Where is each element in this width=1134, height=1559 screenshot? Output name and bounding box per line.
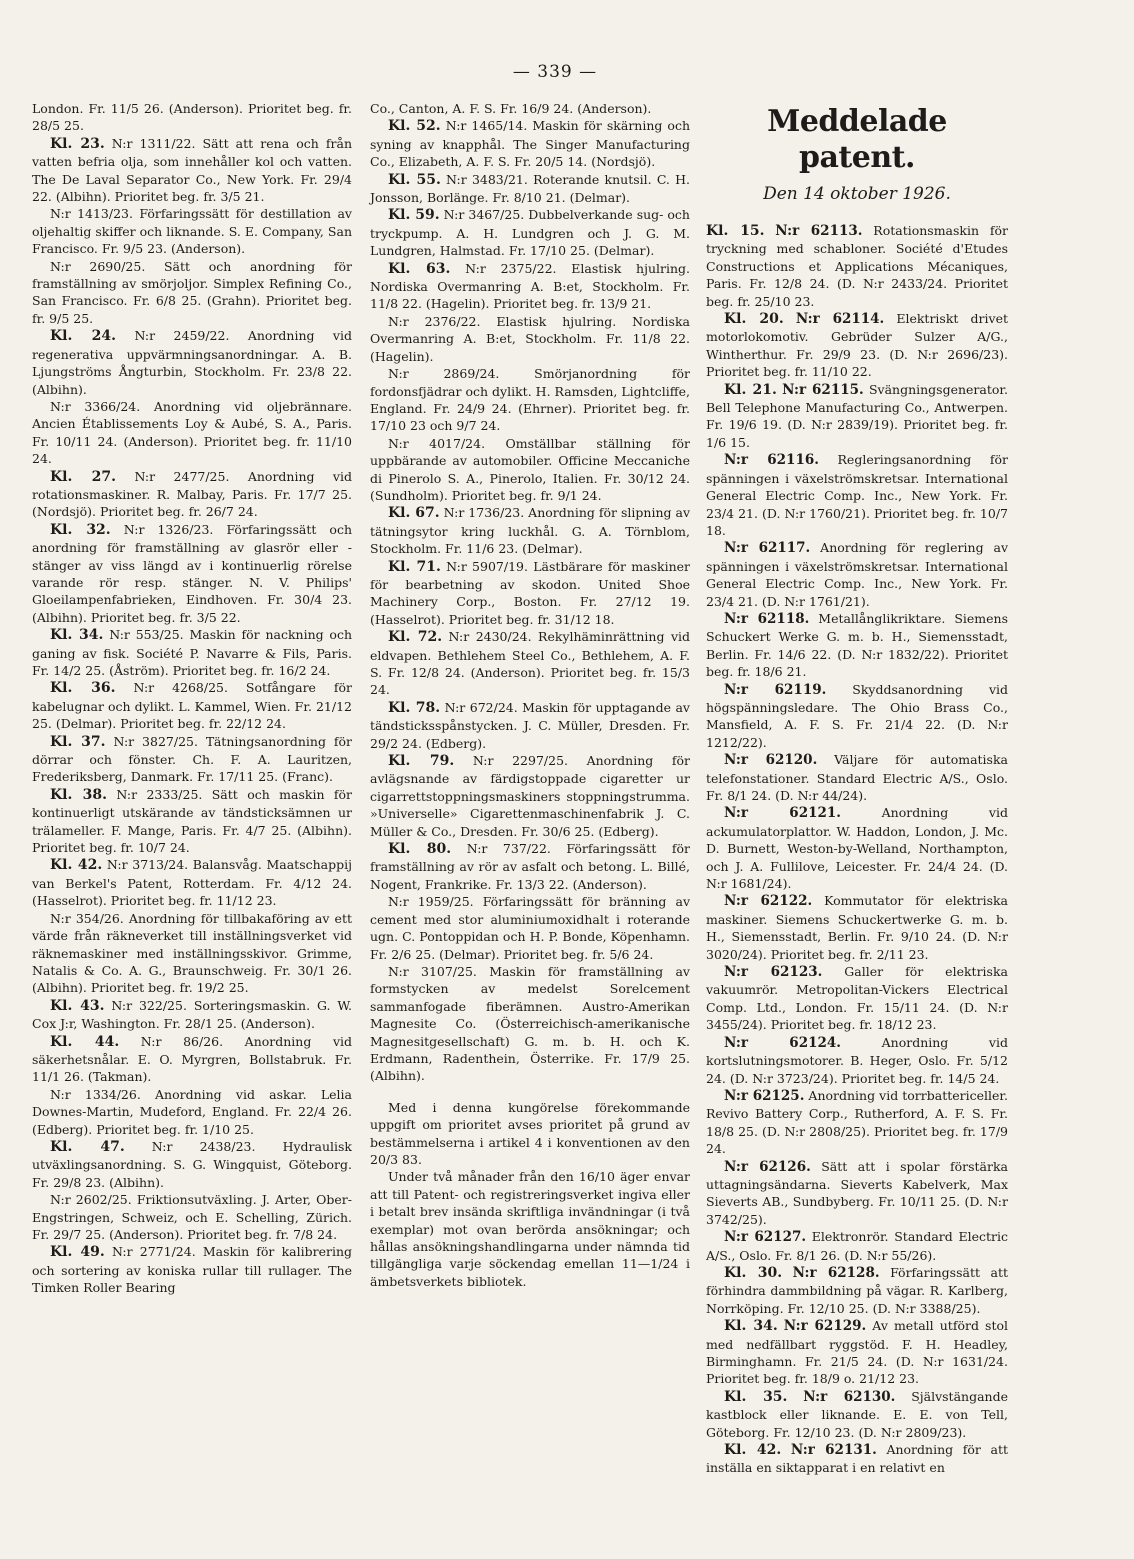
patent-entry: London. Fr. 11/5 26. (Anderson). Prioritet beg. fr. 28/5 25. (32, 101, 352, 134)
patent-entry: Kl. 21. N:r 62115. Svängningsgenerator. Bell Telephone Manufacturing Co., Antwerpen. Fr. 19/6 19. (D. N:r 2839/19). Prioritet beg. fr. 1/6 15. (706, 381, 1008, 450)
patent-entry: N:r 62118. Metallånglikriktare. Siemens Schuckert Werke G. m. b. H., Siemensstadt, Berlin. Fr. 14/6 22. (D. N:r 1832/22). Prioritet beg. fr. 18/6 21. (706, 610, 1009, 680)
patent-entry: Kl. 49. N:r 2771/24. Maskin för kalibrering och sortering av koniska rullar till rullager. The Timken Roller Bearing (32, 1244, 352, 1296)
patent-entry: N:r 62126. Sätt att i spolar förstärka uttagningsändarna. Sieverts Kabelverk, Max Sieverts AB., Sundbyberg. Fr. 10/11 25. (D. N:r 3742/25). (706, 1158, 1008, 1227)
patent-entry: N:r 4017/24. Omställbar ställning för uppbärande av automobiler. Officine Meccaniche di Pinerolo S. A., Pinerolo, Italien. Fr. 30/12 24. (Sundholm). Prioritet beg. fr. 9/1 24. (370, 435, 690, 503)
patent-entry: Kl. 20. N:r 62114. Elektriskt drivet motorlokomotiv. Gebrüder Sulzer A/G., Wintherthur. Fr. 29/9 23. (D. N:r 2696/23). Prioritet beg. fr. 11/10 22. (706, 311, 1008, 380)
patent-entry: N:r 62125. Anordning vid torrbattericeller. Revivo Battery Corp., Rutherford, A. F. S. Fr. 18/8 25. (D. N:r 2808/25). Prioritet beg. fr. 17/9 24. (706, 1087, 1008, 1157)
patent-entry: N:r 62124. Anordning vid kortslutningsmotorer. B. Heger, Oslo. Fr. 5/12 24. (D. N:r 3723/24). Prioritet beg. fr. 14/5 24. (706, 1034, 1008, 1086)
patent-entry: Kl. 67. N:r 1736/23. Anordning för slipning av tätningsytor kring luckhål. G. A. Törnblom, Stockholm. Fr. 11/6 23. (Delmar). (370, 505, 691, 557)
patent-entry: Kl. 72. N:r 2430/24. Rekylhäminrättning vid eldvapen. Bethlehem Steel Co., Bethlehem, A. F. S. Fr. 12/8 24. (Anderson). Prioritet beg. fr. 15/3 24. (370, 629, 691, 698)
patent-entry: N:r 2602/25. Friktionsutväxling. J. Arter, Ober-Engstringen, Schweiz, och E. Schelling, Zürich. Fr. 29/7 25. (Anderson). Prioritet beg. fr. 7/8 24. (32, 1192, 352, 1242)
column-middle (370, 100, 690, 1290)
patent-entry: N:r 62127. Elektronrör. Standard Electric A/S., Oslo. Fr. 8/1 26. (D. N:r 55/26). (706, 1229, 1008, 1263)
patent-entry: Kl. 42. N:r 3713/24. Balansvåg. Maatschappij van Berkel's Patent, Rotterdam. Fr. 4/12 24. (Hasselrot). Prioritet beg. fr. 11/12 23. (32, 857, 352, 909)
column-left (32, 100, 352, 1297)
patent-entry: N:r 62117. Anordning för reglering av spänningen i växelströmskretsar. International General Electric Comp. Inc., New York. Fr. 23/4 21. (D. N:r 1761/21). (706, 540, 1009, 609)
patent-entry: N:r 1413/23. Förfaringssätt för destillation av oljehaltig skiffer och liknande. S. E. Company, San Francisco. Fr. 9/5 23. (Anderson). (32, 206, 352, 257)
patent-entry: N:r 2376/22. Elastisk hjulring. Nordiska Overmanring A. B:et, Stockholm. Fr. 11/8 22. (Hagelin). (370, 313, 690, 364)
section-date: Den 14 oktober 1926. (763, 184, 951, 204)
patent-entry: N:r 1959/25. Förfaringssätt för bränning av cement med stor aluminiumoxidhalt i roterande ugn. C. Pontoppidan och H. P. Bonde, Köpenhamn. Fr. 2/6 25. (Delmar). Prioritet beg. fr. 5/6 24. (370, 894, 690, 962)
patent-entry: N:r 2690/25. Sätt och anordning för framställning av smörjoljor. Simplex Refining Co., San Francisco. Fr. 6/8 25. (Grahn). Prioritet beg. fr. 9/5 25. (32, 258, 352, 326)
patent-entry: N:r 62121. Anordning vid ackumulatorplattor. W. Haddon, London, J. Mc. D. Burnett, Weston-by-Welland, Northampton, och J. A. Fullilove, Leicester. Fr. 24/4 24. (D. N:r 1681/24). (706, 805, 1008, 892)
patent-entry: N:r 3366/24. Anordning vid oljebrännare. Ancien Établissements Loy & Aubé, S. A., Paris. Fr. 10/11 24. (Anderson). Prioritet beg. fr. 11/10 24. (32, 398, 352, 467)
patent-entry: N:r 62116. Regleringsanordning för spänningen i växelströmskretsar. International General Electric Comp. Inc., New York. Fr. 23/4 21. (D. N:r 1760/21). Prioritet beg. fr. 10/7 18. (706, 452, 1008, 538)
patent-entry: N:r 354/26. Anordning för tillbakaföring av ett värde från räkneverket till inställningsverket vid räknemaskiner med inställningsskivor. Grimme, Natalis & Co. A. G., Braunschweig. Fr. 30/1 26. (Albihn). Prioritet beg. fr. 19/2 25. (32, 910, 352, 996)
patent-entry: Kl. 27. N:r 2477/25. Anordning vid rotationsmaskiner. R. Malbay, Paris. Fr. 17/7 25. (Nordsjö). Prioritet beg. fr. 26/7 24. (32, 468, 352, 520)
patent-entry: Kl. 34. N:r 553/25. Maskin för nackning och ganing av fisk. Société P. Navarre & Fils, Paris. Fr. 14/2 25. (Åström). Prioritet beg. fr. 16/2 24. (32, 627, 353, 678)
patent-entry: Kl. 42. N:r 62131. Anordning för att inställa en siktapparat i en relativt en (706, 1442, 1008, 1476)
page-number: — 339 — (512, 62, 598, 82)
patent-entry: Kl. 38. N:r 2333/25. Sätt och maskin för kontinuerligt utskärande av tändsticksämnen ur trälameller. F. Mange, Paris. Fr. 4/7 25. (Albihn). Prioritet beg. fr. 10/7 24. (32, 786, 353, 856)
patent-entry: Kl. 79. N:r 2297/25. Anordning för avlägsnande av färdigstoppade cigaretter ur cigarrettstoppningsmaskiners stoppningstrumma. »Universelle» Cigarettenmaschinenfabrik J. C. Müller & Co., Dresden. Fr. 30/6 25. (Edberg). (370, 753, 690, 839)
patent-entry: Kl. 37. N:r 3827/25. Tätningsanordning för dörrar och fönster. Ch. F. A. Lauritzen, Frederiksberg, Danmark. Fr. 17/11 25. (Franc). (32, 733, 352, 785)
patent-entry: N:r 2869/24. Smörjanordning för fordonsfjädrar och dylikt. H. Ramsden, Lightcliffe, England. Fr. 24/9 24. (Ehrner). Prioritet beg. fr. 17/10 23 och 9/7 24. (370, 366, 690, 434)
patent-entry: Med i denna kungörelse förekommande uppgift om prioritet avses prioritet på grund av bestämmelserna i artikel 4 i konventionen av den 20/3 83. (370, 1099, 690, 1167)
patent-entry: Kl. 32. N:r 1326/23. Förfaringssätt och anordning för framställning av glasrör eller -stänger av viss längd av i kontinuerlig rörelse varande rör resp. stänger. N. V. Philips' Gloeilampenfabrieken, Eindhoven. Fr. 30/4 23. (Albihn). Prioritet beg. fr. 3/5 22. (32, 521, 352, 625)
section-heading: Meddelade patent. (767, 104, 947, 175)
patent-entry: Kl. 55. N:r 3483/21. Roterande knutsil. C. H. Jonsson, Borlänge. Fr. 8/10 21. (Delmar). (370, 171, 690, 206)
patent-entry: Kl. 63. N:r 2375/22. Elastisk hjulring. Nordiska Overmanring A. B:et, Stockholm. Fr. 11/8 22. (Hagelin). Prioritet beg. fr. 13/9 21. (370, 260, 691, 312)
patent-entry: Kl. 30. N:r 62128. Förfaringssätt att förhindra dammbildning på vägar. R. Karlberg, Norrköping. Fr. 12/10 25. (D. N:r 3388/25). (706, 1264, 1009, 1316)
patent-entry: N:r 62123. Galler för elektriska vakuumrör. Metropolitan-Vickers Electrical Comp. Ltd., London. Fr. 15/11 24. (D. N:r 3455/24). Prioritet beg. fr. 18/12 23. (706, 964, 1008, 1033)
patent-entry: Kl. 80. N:r 737/22. Förfaringssätt för framställning av rör av asfalt och betong. L. Billé, Nogent, Frankrike. Fr. 13/3 22. (Anderson). (370, 841, 691, 892)
patent-entry: N:r 3107/25. Maskin för framställning av formstycken av medelst Sorelcement sammanfogade fiberämnen. Austro-Amerikan Magnesite Co. (Österreichisch-amerikanische Magnesitgesellschaft) G. m. b. H. och K. Erdmann, Radenthein, Österrike. Fr. 17/9 25. (Albihn). (370, 963, 690, 1084)
patent-entry: Under två månader från den 16/10 äger envar att till Patent- och registreringsverket ingiva eller i betalt brev insända skriftliga invändningar (i två exemplar) mot ovan berörda ansökningar; och hållas ansökningshandlingarna under nämnda tid tillgängliga varje söckendag emellan 11—1/24 i ämbetsverkets bibliotek. (370, 1169, 690, 1289)
patent-entry: Kl. 78. N:r 672/24. Maskin för upptagande av tändsticksspånstycken. J. C. Müller, Dresden. Fr. 29/2 24. (Edberg). (370, 699, 690, 751)
patent-entry: Kl. 44. N:r 86/26. Anordning vid säkerhetsnålar. E. O. Myrgren, Bollstabruk. Fr. 11/1 26. (Takman). (32, 1033, 353, 1085)
patent-entry: Kl. 15. N:r 62113. Rotationsmaskin för tryckning med schabloner. Société d'Etudes Constructions et Applications Mécaniques, Paris. Fr. 12/8 24. (D. N:r 2433/24. Prioritet beg. fr. 25/10 23. (706, 223, 1008, 309)
patent-entry: N:r 62120. Väljare för automatiska telefonstationer. Standard Electric A/S., Oslo. Fr. 8/1 24. (D. N:r 44/24). (706, 752, 1008, 803)
patent-entry: Kl. 35. N:r 62130. Självstängande kastblock eller liknande. E. E. von Tell, Göteborg. Fr. 12/10 23. (D. N:r 2809/23). (706, 1388, 1008, 1440)
patent-entry: Kl. 59. N:r 3467/25. Dubbelverkande sug- och tryckpump. A. H. Lundgren och J. G. M. Lundgren, Halmstad. Fr. 17/10 25. (Delmar). (370, 207, 690, 259)
patent-entry: Co., Canton, A. F. S. Fr. 16/9 24. (Anderson). (370, 101, 652, 116)
patent-entry: N:r 62122. Kommutator för elektriska maskiner. Siemens Schuckertwerke G. m. b. H., Siemensstadt, Berlin. Fr. 9/10 24. (D. N:r 3020/24). Prioritet beg. fr. 2/11 23. (706, 893, 1009, 962)
patent-entry: Kl. 23. N:r 1311/22. Sätt att rena och från vatten befria olja, som innehåller kol och vatten. The De Laval Separator Co., New York. Fr. 29/4 22. (Albihn). Prioritet beg. fr. 3/5 21. (32, 135, 352, 205)
patent-entry: Kl. 47. N:r 2438/23. Hydraulisk utväxlingsanordning. S. G. Wingquist, Göteborg. Fr. 29/8 23. (Albihn). (32, 1138, 352, 1190)
patent-entry: N:r 62119. Skyddsanordning vid högspänningsledare. The Ohio Brass Co., Mansfield, A. F. S. Fr. 21/4 22. (D. N:r 1212/22). (706, 681, 1009, 750)
patent-entry: Kl. 36. N:r 4268/25. Sotfångare för kabelugnar och dylikt. L. Kammel, Wien. Fr. 21/12 25. (Delmar). Prioritet beg. fr. 22/12 24. (32, 680, 353, 732)
column-right (706, 100, 1008, 1477)
patent-entry: Kl. 24. N:r 2459/22. Anordning vid regenerativa uppvärmningsanordningar. A. B. Ljungströms Ångturbin, Stockholm. Fr. 23/8 22. (Albihn). (32, 328, 352, 397)
patent-entry: Kl. 52. N:r 1465/14. Maskin för skärning och syning av knapphål. The Singer Manufacturing Co., Elizabeth, A. F. S. Fr. 20/5 14. (Nordsjö). (370, 118, 691, 170)
patent-entry: Kl. 43. N:r 322/25. Sorteringsmaskin. G. W. Cox J:r, Washington. Fr. 28/1 25. (Anderson). (32, 997, 352, 1032)
patent-entry: N:r 1334/26. Anordning vid askar. Lelia Downes-Martin, Mudeford, England. Fr. 22/4 26. (Edberg). Prioritet beg. fr. 1/10 25. (32, 1086, 352, 1137)
patent-entry: Kl. 71. N:r 5907/19. Lästbärare för maskiner för bearbetning av skodon. United Shoe Machinery Corp., Boston. Fr. 27/12 19. (Hasselrot). Prioritet beg. fr. 31/12 18. (370, 558, 690, 627)
patent-entry: Kl. 34. N:r 62129. Av metall utförd stol med nedfällbart ryggstöd. F. H. Headley, Birminghamn. Fr. 21/5 24. (D. N:r 1631/24. Prioritet beg. fr. 18/9 o. 21/12 23. (706, 1318, 1008, 1387)
